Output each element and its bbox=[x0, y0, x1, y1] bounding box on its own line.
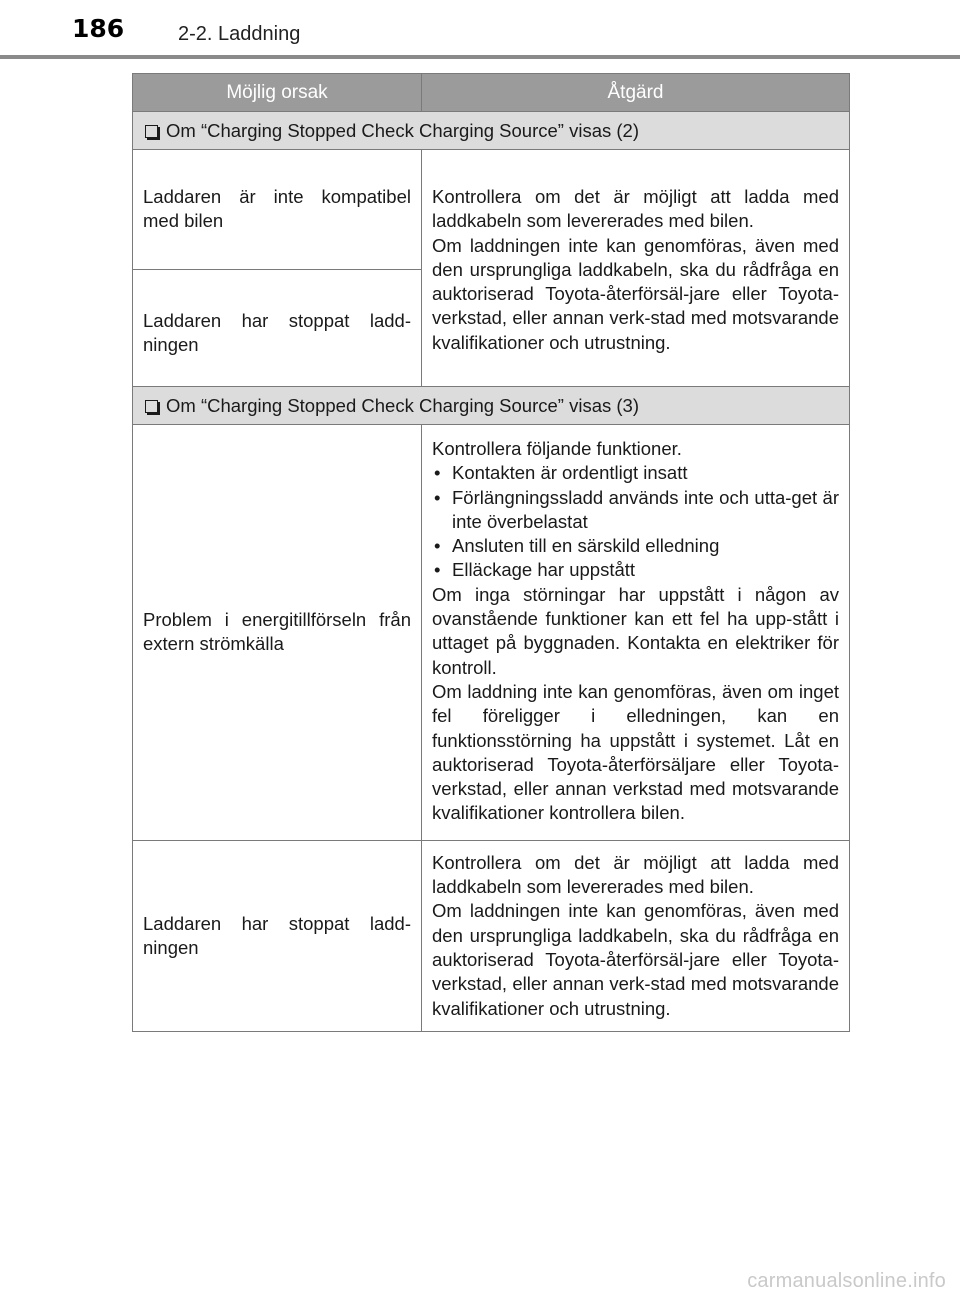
header-rule bbox=[0, 55, 960, 59]
cause-cell: Problem i energitillförseln från extern strömkälla bbox=[133, 425, 422, 841]
section-heading-text: Om “Charging Stopped Check Charging Source” visas (3) bbox=[166, 394, 639, 416]
cause-cell: Laddaren har stoppat ladd-ningen bbox=[133, 840, 422, 1031]
section-heading-text: Om “Charging Stopped Check Charging Source” visas (2) bbox=[166, 119, 639, 141]
checkbox-square-icon bbox=[145, 125, 158, 138]
column-header-cause: Möjlig orsak bbox=[133, 74, 422, 112]
page-header bbox=[0, 0, 960, 60]
list-item: • Elläckage har uppstått bbox=[432, 558, 839, 582]
action-paragraph: Kontrollera om det är möjligt att ladda med laddkabeln som levererades med bilen. bbox=[432, 185, 839, 232]
cause-cell: Laddaren är inte kompatibel med bilen bbox=[133, 150, 422, 270]
bullet-icon: • bbox=[434, 535, 441, 557]
bullet-icon: • bbox=[434, 559, 441, 581]
section-title: 2-2. Laddning bbox=[178, 23, 301, 45]
action-paragraph: Kontrollera följande funktioner. bbox=[432, 438, 682, 459]
list-item: • Förlängningssladd används inte och utta-get är inte överbelastat bbox=[432, 486, 839, 535]
cause-cell: Laddaren har stoppat ladd-ningen bbox=[133, 270, 422, 387]
section-heading-3 bbox=[133, 387, 850, 425]
page-number: 186 bbox=[72, 14, 125, 43]
action-paragraph: Om inga störningar har uppstått i någon av ovanstående funktioner kan ett fel ha upp-stått i uttaget på byggnaden. Kontakta en elektriker för kontroll. bbox=[432, 583, 839, 678]
action-paragraph: Om laddningen inte kan genomföras, även med den ursprungliga laddkabeln, ska du rådfråga en auktoriserad Toyota-återförsäl-jare eller Toyota-verkstad, eller annan verk-stad med motsvarande kvalifikationer och utrustning. bbox=[432, 900, 839, 1019]
section-row-2 bbox=[133, 112, 850, 150]
table-row bbox=[133, 840, 850, 1031]
action-cell bbox=[422, 425, 850, 841]
column-header-action: Åtgärd bbox=[422, 74, 850, 112]
list-item: • Kontakten är ordentligt insatt bbox=[432, 461, 839, 485]
bullet-icon: • bbox=[434, 486, 441, 508]
action-paragraph: Om laddning inte kan genomföras, även om inget fel föreligger i elledningen, kan en funktionsstörning ha uppstått i systemet. Låt en auktoriserad Toyota-återförsäljare eller Toyota-verkstad, eller annan verkstad med motsvarande kvalifikationer kontrollera bilen. bbox=[432, 680, 839, 824]
action-cell bbox=[422, 150, 850, 387]
action-cell bbox=[422, 840, 850, 1031]
checkbox-square-icon bbox=[145, 400, 158, 413]
troubleshooting-table bbox=[132, 73, 850, 1032]
action-paragraph: Om laddningen inte kan genomföras, även med den ursprungliga laddkabeln, ska du rådfråga en auktoriserad Toyota-återförsäl-jare eller Toyota-verkstad, eller annan verk-stad med motsvarande kvalifikationer och utrustning. bbox=[432, 234, 839, 353]
list-item: • Ansluten till en särskild elledning bbox=[432, 534, 839, 558]
section-heading-2 bbox=[133, 112, 850, 150]
watermark: carmanualsonline.info bbox=[747, 1270, 946, 1292]
action-paragraph: Kontrollera om det är möjligt att ladda med laddkabeln som levererades med bilen. bbox=[432, 851, 839, 898]
bullet-icon: • bbox=[434, 462, 441, 484]
table-row bbox=[133, 150, 850, 270]
table-row bbox=[133, 425, 850, 841]
section-row-3 bbox=[133, 387, 850, 425]
table-header-row bbox=[133, 74, 850, 112]
